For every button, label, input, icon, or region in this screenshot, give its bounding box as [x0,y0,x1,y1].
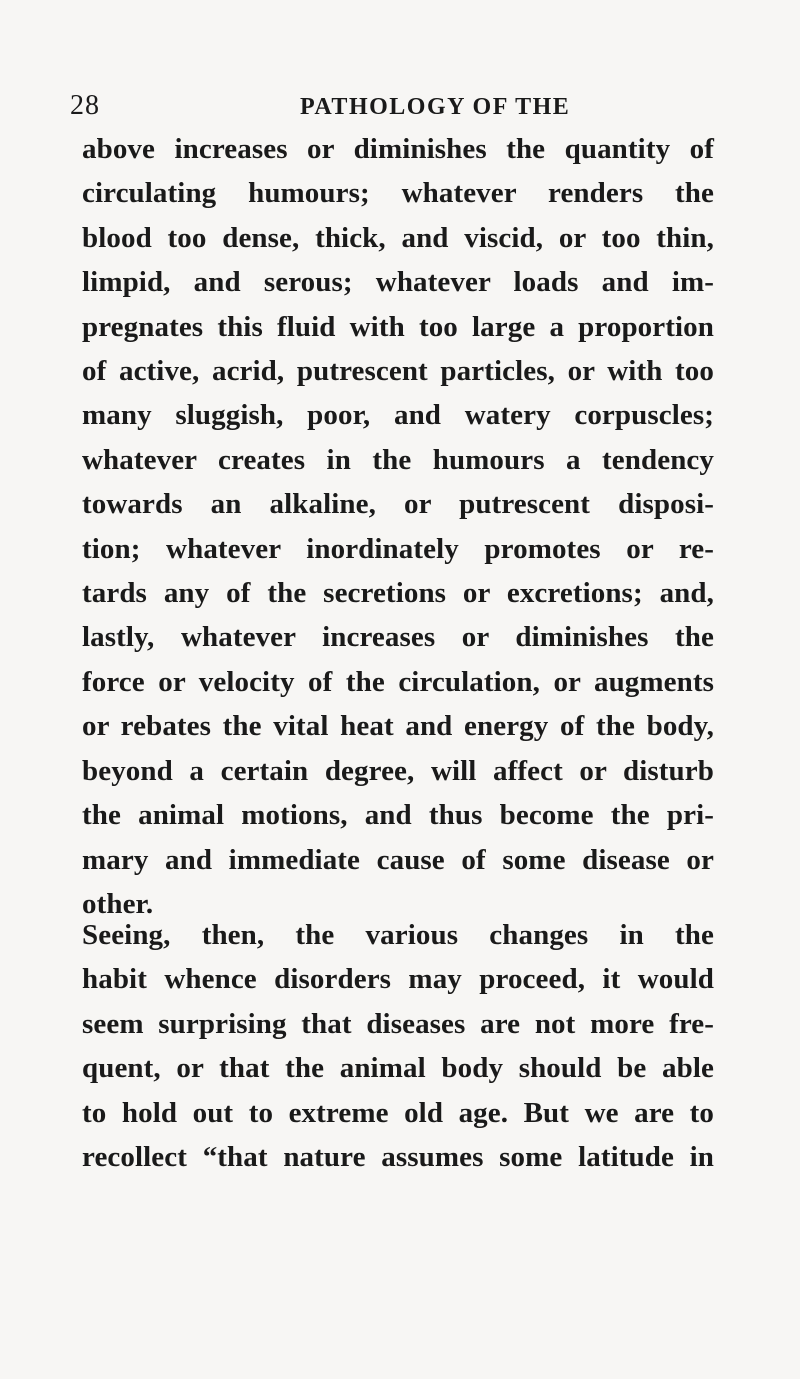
text-line: towards an alkaline, or putrescent disposi- [82,488,714,521]
text-line: force or velocity of the circulation, or augments [82,665,714,698]
text-line: blood too dense, thick, and viscid, or too thin, [82,221,714,254]
text-line: tards any of the secretions or excretions; and, [82,577,714,610]
text-line: or rebates the vital heat and energy of the body, [82,710,714,743]
text-line: above increases or diminishes the quantity of [82,133,714,165]
text-line: lastly, whatever increases or diminishes the [82,621,714,654]
text-line: quent, or that the animal body should be able [82,1052,714,1085]
page-number: 28 [70,90,100,121]
text-line: whatever creates in the humours a tendency [82,443,714,476]
text-line: limpid, and serous; whatever loads and im- [82,266,714,299]
text-line: pregnates this fluid with too large a proportion [82,310,714,343]
text-line: circulating humours; whatever renders the [82,177,714,210]
paragraph-1 [82,127,714,926]
text-line: beyond a certain degree, will affect or disturb [82,754,714,787]
text-line: mary and immediate cause of some disease or [82,843,714,876]
text-line: of active, acrid, putrescent particles, or with too [82,355,714,388]
text-line: seem surprising that diseases are not more fre- [82,1007,714,1040]
text-line: recollect “that nature assumes some latitude in [82,1141,714,1174]
text-line: many sluggish, poor, and watery corpuscles; [82,399,714,432]
text-line: Seeing, then, the various changes in the [82,919,714,951]
running-head [70,90,730,124]
text-line: habit whence disorders may proceed, it would [82,963,714,996]
text-line: to hold out to extreme old age. But we are to [82,1096,714,1129]
running-title: PATHOLOGY OF THE [300,94,571,120]
text-line: other. [82,887,154,920]
text-line: the animal motions, and thus become the pri- [82,799,714,832]
text-line: tion; whatever inordinately promotes or re- [82,532,714,565]
paragraph-2 [82,913,714,1179]
